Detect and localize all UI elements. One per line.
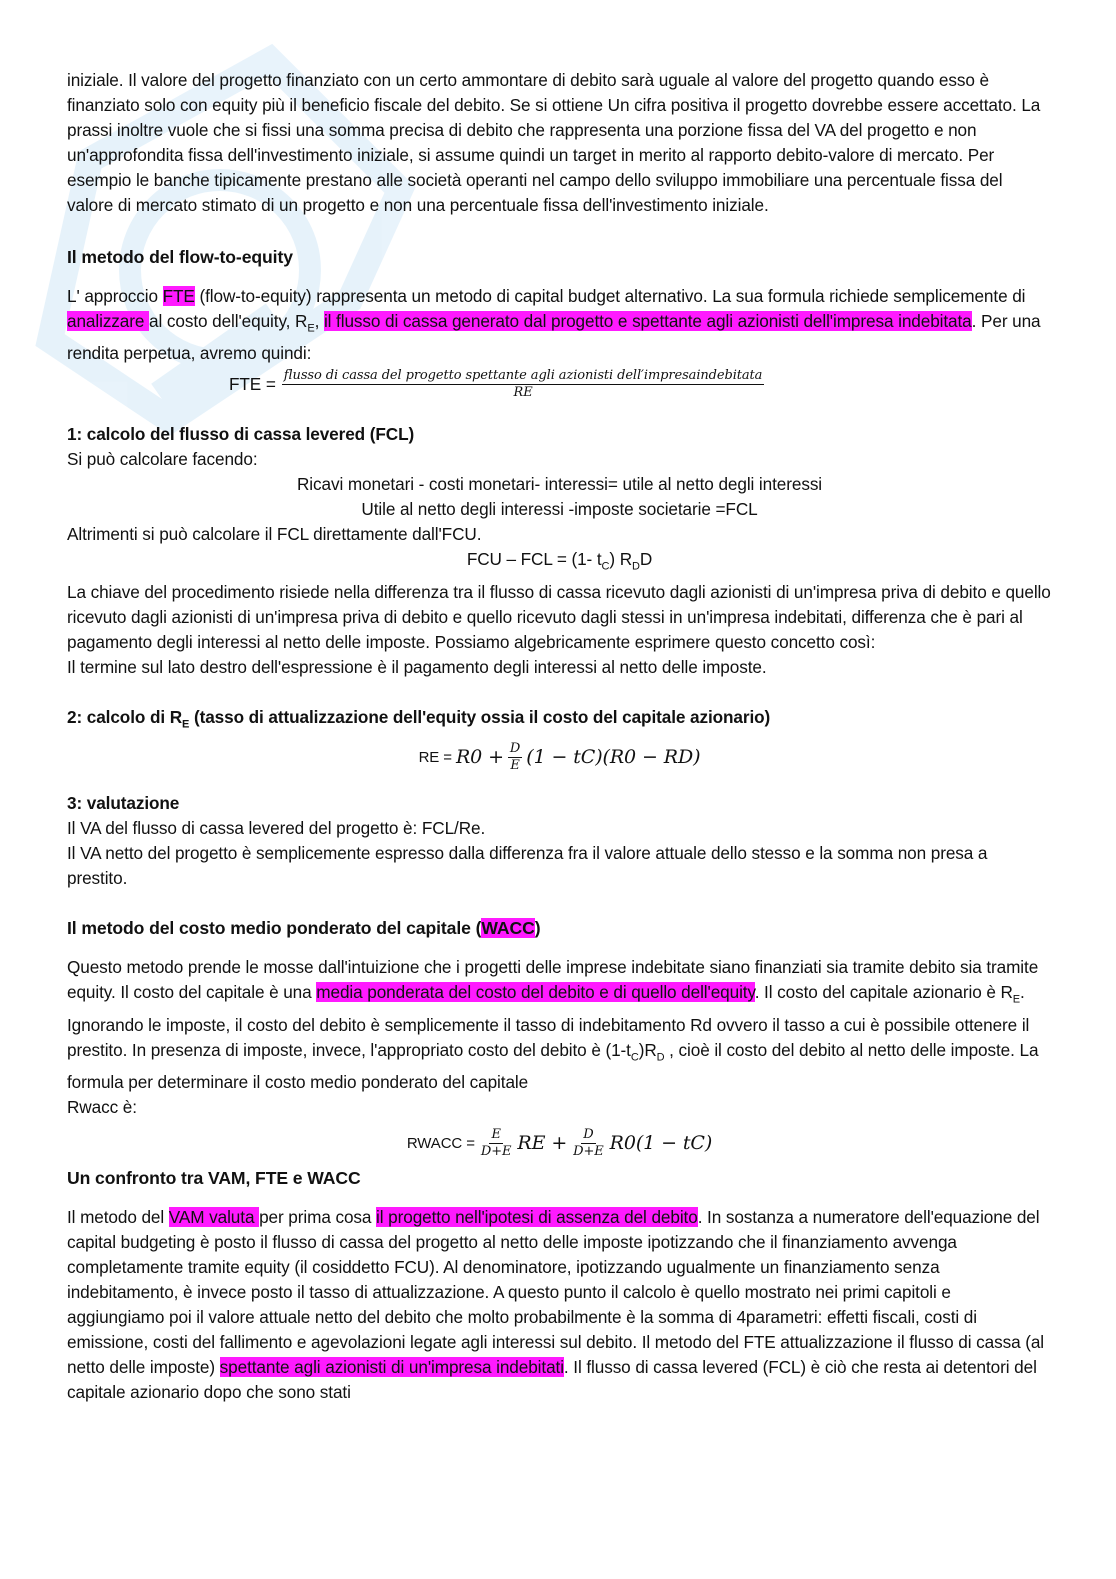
- highlight-analizzare: analizzare: [67, 311, 150, 331]
- step2-title: 2: calcolo di $R_E$ (tasso di attualizzazione dell'equity ossia il costo del capitale azionario): [67, 706, 771, 731]
- highlight-vam-valuta: VAM valuta: [168, 1207, 260, 1228]
- highlight-fte: FTE: [162, 286, 195, 306]
- highlight-wacc: WACC: [481, 918, 535, 939]
- paragraph-fte: L' approccio FTE (flow-to-equity) rappresenta un metodo di capital budget alternativo. La sua formula richiede semplicemente di analizzare al costo dell'equity, $R_E$, il flusso di cassa generato dal progetto e spettante agli azionisti dell'impresa indebitata. Per una rendita perpetua, avremo quindi:: [67, 286, 1041, 364]
- paragraph-intro: iniziale. Il valore del progetto finanziato con un certo ammontare di debito sarà uguale al valore del progetto quando esso è finanziato solo con equity più il beneficio fiscale del debito. Se si ottiene Un cifra positiva il progetto dovrebbe essere accettato. La prassi inoltre vuole che si fissi una somma precisa di debito che rappresenta una porzione fissa del VA del progetto e non un'approfondita fissa dell'investimento iniziale, si assume quindi un target in merito al rapporto debito-valore di mercato. Per esempio le banche tipicamente prestano alle società operanti nel campo dello sviluppo immobiliare una percentuale fissa del valore di mercato stimato di un progetto e non una percentuale fissa dell'investimento iniziale.: [67, 70, 1041, 215]
- fcu-fcl-formula: FCU – FCL = (1- $t_C$) $R_DD$: [466, 549, 653, 573]
- highlight-flusso-cassa: il flusso di cassa generato dal progetto e spettante agli azionisti dell'impresa indebitata: [323, 311, 972, 331]
- heading-confronto: Un confronto tra VAM, FTE e WACC: [67, 1168, 361, 1189]
- step1-title: 1: calcolo del flusso di cassa levered (FCL): [67, 424, 415, 445]
- step3-title: 3: valutazione: [67, 793, 180, 814]
- highlight-media-ponderata: media ponderata del costo del debito e di quello dell'equity: [316, 982, 755, 1003]
- highlight-ipotesi-assenza-debito: il progetto nell'ipotesi di assenza del debito: [376, 1207, 698, 1228]
- re-formula: RE = R0 + $\frac{D}{E}$ (1 − tC)(R0 − RD): [418, 740, 701, 773]
- paragraph-wacc: Questo metodo prende le mosse dall'intuizione che i progetti delle imprese indebitate siano finanziati sia tramite debito sia tramite equity. Il costo del capitale è una media ponderata del costo del debito e di quello dell'equity. Il costo del capitale azionario è $R_E$. Ignorando le imposte, il costo del debito è semplicemente il tasso di indebitamento Rd ovvero il tasso a cui è possibile ottenere il prestito. In presenza di imposte, invece, l'appropriato costo del debito è $(1-t_C)R_D$ , cioè il costo del debito al netto delle imposte. La formula per determinare il costo medio ponderato del capitale: [67, 957, 1039, 1093]
- highlight-spettante-azionisti: spettante agli azionisti di un'impresa indebitati: [219, 1357, 564, 1378]
- paragraph-confronto: Il metodo del VAM valuta per prima cosa il progetto nell'ipotesi di assenza del debito. In sostanza a numeratore dell'equazione del capital budgeting è posto il flusso di cassa del progetto al netto delle imposte ipotizzando che il finanziamento avvenga completamente tramite equity (il cosiddetto FCU). Al denominatore, ipotizzando ugualmente un finanziamento senza indebitamento, è invece posto il tasso di attualizzazione. A questo punto il calcolo è quello mostrato nei primi capitoli e aggiungiamo poi il valore attuale netto del debito che molto probabilmente è la somma di 4parametri: effetti fiscali, costi di emissione, costi del fallimento e agevolazioni legate agli interessi sul debito. Il metodo del FTE attualizzazione il flusso di cassa (al netto delle imposte) spettante agli azionisti di un'impresa indebitati. Il flusso di cassa levered (FCL) è ciò che resta ai detentori del capitale azionario dopo che sono stati: [67, 1207, 1044, 1403]
- fte-formula: FTE = flusso di cassa del progetto spettante agli azionisti dell′impresaindebitata RE: [229, 367, 763, 400]
- document-page: iniziale. Il valore del progetto finanziato con un certo ammontare di debito sarà uguale al valore del progetto quando esso è finanziato solo con equity più il beneficio fiscale del debito. Se si ottiene Un cifra positiva il progetto dovrebbe essere accettato. La prassi inoltre vuole che si fissi una somma precisa di debito che rappresenta una porzione fissa del VA del progetto e non un'approfondita fissa dell'investimento iniziale, si assume quindi un target in merito al rapporto debito-valore di mercato. Per esempio le banche tipicamente prestano alle società operanti nel campo dello sviluppo immobiliare una percentuale fissa del valore di mercato stimato di un progetto e non una percentuale fissa dell'investimento iniziale. Il metodo del flow-to-equity L' approccio FTE (flow-to-equity) rappresenta un metodo di capital budget alternativo. La sua formula richiede semplicemente di analizzare al costo dell'equity, $R_E$, il flusso di cassa generato dal progetto e spettante agli azionisti dell'impresa indebitata. Per una rendita perpetua, avremo quindi: FTE = flusso di cassa del progetto spettante agli azionisti dell′impresaindebitata RE 1: calcolo del flusso di cassa levered (FCL) Si può calcolare facendo: Ricavi monetari - costi monetari- interessi= utile al netto degli interessi Utile al netto degli interessi -imposte societarie =FCL Altrimenti si può calcolare il FCL direttamente dall'FCU. FCU – FCL = (1- $t_C$) $R_DD$ La chiave del procedimento risiede nella differenza tra il flusso di cassa ricevuto dagli azionisti di un'impresa priva di debito e quello ricevuto dagli azionisti di un'impresa priva di debito e quello ricevuto dagli stessi in un'impresa indebitati, differenza che è pari al pagamento degli interessi al netto delle imposte. Possiamo algebricamente esprimere questo concetto così: Il termine sul lato destro dell'espressione è il pagamento degli interessi al netto delle imposte. 2: calcolo di $R_E$ (tasso di attualizzazione dell'equity ossia il costo del capitale azionario) RE = R0 + $\frac{D}{E}$ (1 − tC)(R0 − RD) 3: valutazione Il VA del flusso di cassa levered del progetto è: FCL/Re. Il VA netto del progetto è semplicemente espresso dalla differenza fra il valore attuale dello stesso e la somma non presa a prestito. Il metodo del costo medio ponderato del capitale (WACC) Questo metodo prende le mosse dall'intuizione che i progetti delle imprese indebitate siano finanziati sia tramite debito sia tramite equity. Il costo del capitale è una media ponderata del costo del debito e di quello dell'equity. Il costo del capitale azionario è $R_E$. Ignorando le imposte, il costo del debito è semplicemente il tasso di indebitamento Rd ovvero il tasso a cui è possibile ottenere il prestito. In presenza di imposte, invece, l'appropriato costo del debito è $(1-t_C)R_D$ , cioè il costo del debito al netto delle imposte. La formula per determinare il costo medio ponderato del capitale Rwacc è: RWACC = $\frac{E}{D+E}$ RE + $\frac{D}{D+E}$ R0(1 − tC) Un confronto tra VAM, FTE e WACC Il metodo del VAM valuta per prima cosa il progetto nell'ipotesi di assenza del debito. In sostanza a numeratore dell'equazione del capital budgeting è posto il flusso di cassa del progetto al netto delle imposte ipotizzando che il finanziamento avvenga completamente tramite equity (il cosiddetto FCU). Al denominatore, ipotizzando ugualmente un finanziamento senza indebitamento, è invece posto il tasso di attualizzazione. A questo punto il calcolo è quello mostrato nei primi capitoli e aggiungiamo poi il valore attuale netto del debito che molto probabilmente è la somma di 4parametri: effetti fiscali, costi di emissione, costi del fallimento e agevolazioni legate agli interessi sul debito. Il metodo del FTE attualizzazione il flusso di cassa (al netto delle imposte) spettante agli azionisti di un'impresa indebitati. Il flusso di cassa levered (FCL) è ciò che resta ai detentori del capitale azionario dopo che sono stati: [67, 68, 1052, 1405]
- wacc-formula: RWACC = $\frac{E}{D+E}$ RE + $\frac{D}{D+E}$ R0(1 − tC): [406, 1126, 713, 1159]
- heading-wacc: Il metodo del costo medio ponderato del capitale (WACC): [67, 918, 541, 939]
- heading-flow-to-equity: Il metodo del flow-to-equity: [67, 247, 293, 267]
